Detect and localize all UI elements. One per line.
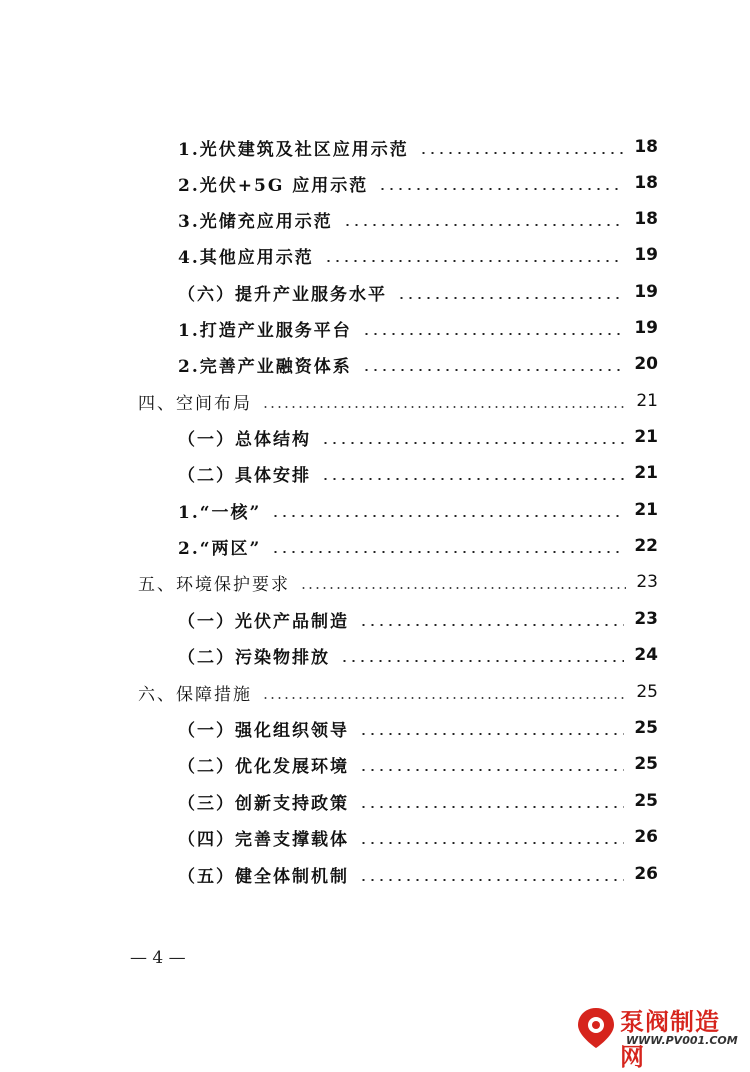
watermark-brand-text: 泵阀制造网 (620, 1008, 720, 1071)
toc-entry-label: （五）健全体制机制 (178, 866, 349, 887)
toc-page-number: 23 (636, 572, 658, 592)
toc-dot-leader (262, 406, 626, 408)
toc-entry[interactable] (178, 313, 658, 343)
toc-entry-label: 2.“两区” (178, 538, 262, 559)
toc-entry-label: （一）总体结构 (178, 429, 311, 450)
toc-entry[interactable] (178, 277, 658, 307)
toc-dot-leader (321, 478, 624, 480)
toc-entry[interactable] (138, 567, 658, 597)
location-pin-icon (574, 1006, 618, 1050)
toc-page-number: 23 (634, 609, 658, 629)
toc-dot-leader (271, 515, 624, 517)
toc-entry-label: （一）强化组织领导 (178, 720, 349, 741)
toc-entry-label: 3.光储充应用示范 (178, 211, 333, 232)
toc-dot-leader (321, 442, 624, 444)
toc-page-number: 18 (634, 173, 658, 193)
toc-page-number: 25 (634, 791, 658, 811)
toc-entry-label: 五、环境保护要求 (138, 574, 290, 595)
toc-page-number: 19 (634, 245, 658, 265)
toc-entry-label: 2.完善产业融资体系 (178, 356, 352, 377)
toc-entry[interactable] (138, 386, 658, 416)
toc-dot-leader (359, 624, 624, 626)
toc-entry-label: （二）优化发展环境 (178, 756, 349, 777)
toc-page-number: 26 (634, 827, 658, 847)
toc-entry-label: （四）完善支撑载体 (178, 829, 349, 850)
toc-page-number: 26 (634, 864, 658, 884)
toc-entry-label: 四、空间布局 (138, 393, 252, 414)
toc-page-number: 25 (636, 682, 658, 702)
toc-dot-leader (271, 551, 624, 553)
toc-entry[interactable] (178, 713, 658, 743)
toc-page-number: 19 (634, 282, 658, 302)
toc-entry[interactable] (178, 168, 658, 198)
toc-entry[interactable] (138, 677, 658, 707)
toc-dot-leader (300, 587, 626, 589)
toc-entry-label: （六）提升产业服务水平 (178, 284, 387, 305)
toc-entry-label: 六、保障措施 (138, 684, 252, 705)
toc-page-number: 21 (634, 463, 658, 483)
toc-page-number: 18 (634, 137, 658, 157)
toc-dot-leader (359, 806, 624, 808)
toc-dot-leader (362, 333, 625, 335)
toc-entry-label: （二）污染物排放 (178, 647, 330, 668)
toc-entry[interactable] (178, 822, 658, 852)
toc-entry[interactable] (178, 349, 658, 379)
toc-page-number: 19 (634, 318, 658, 338)
toc-page-number: 25 (634, 754, 658, 774)
watermark-logo (574, 1000, 744, 1071)
toc-dot-leader (397, 297, 624, 299)
toc-dot-leader (359, 879, 624, 881)
toc-page-number: 21 (634, 427, 658, 447)
toc-page-number: 18 (634, 209, 658, 229)
watermark-url-text: WWW.PV001.COM (626, 1034, 738, 1047)
toc-entry[interactable] (178, 132, 658, 162)
toc-entry[interactable] (178, 240, 658, 270)
toc-dot-leader (359, 842, 624, 844)
toc-dot-leader (362, 369, 625, 371)
toc-entry-label: （三）创新支持政策 (178, 793, 349, 814)
toc-page-number: 21 (636, 391, 658, 411)
toc-entry[interactable] (178, 640, 658, 670)
toc-dot-leader (359, 769, 624, 771)
toc-page-number: 24 (634, 645, 658, 665)
toc-entry-label: 1.“一核” (178, 502, 262, 523)
toc-entry[interactable] (178, 422, 658, 452)
toc-entry[interactable] (178, 458, 658, 488)
toc-entry[interactable] (178, 786, 658, 816)
toc-entry[interactable] (178, 749, 658, 779)
toc-dot-leader (359, 733, 624, 735)
toc-entry[interactable] (178, 204, 658, 234)
toc-dot-leader (419, 152, 625, 154)
toc-entry-label: 1.光伏建筑及社区应用示范 (178, 139, 409, 160)
toc-page-number: 25 (634, 718, 658, 738)
toc-page-number: 21 (634, 500, 658, 520)
toc-entry-label: 1.打造产业服务平台 (178, 320, 352, 341)
toc-dot-leader (343, 224, 625, 226)
toc-page-number: 22 (634, 536, 658, 556)
toc-entry-label: （二）具体安排 (178, 465, 311, 486)
toc-entry[interactable] (178, 604, 658, 634)
toc-dot-leader (262, 697, 626, 699)
toc-dot-leader (324, 260, 625, 262)
toc-entry[interactable] (178, 859, 658, 889)
toc-entry-label: 4.其他应用示范 (178, 247, 314, 268)
toc-entry[interactable] (178, 495, 658, 525)
toc-dot-leader (378, 188, 624, 190)
page-number-footer: — 4 — (130, 948, 186, 968)
toc-page-number: 20 (634, 354, 658, 374)
toc-entry-label: （一）光伏产品制造 (178, 611, 349, 632)
toc-dot-leader (340, 660, 624, 662)
toc-entry-label: 2.光伏+5G 应用示范 (178, 175, 369, 196)
toc-entry[interactable] (178, 531, 658, 561)
